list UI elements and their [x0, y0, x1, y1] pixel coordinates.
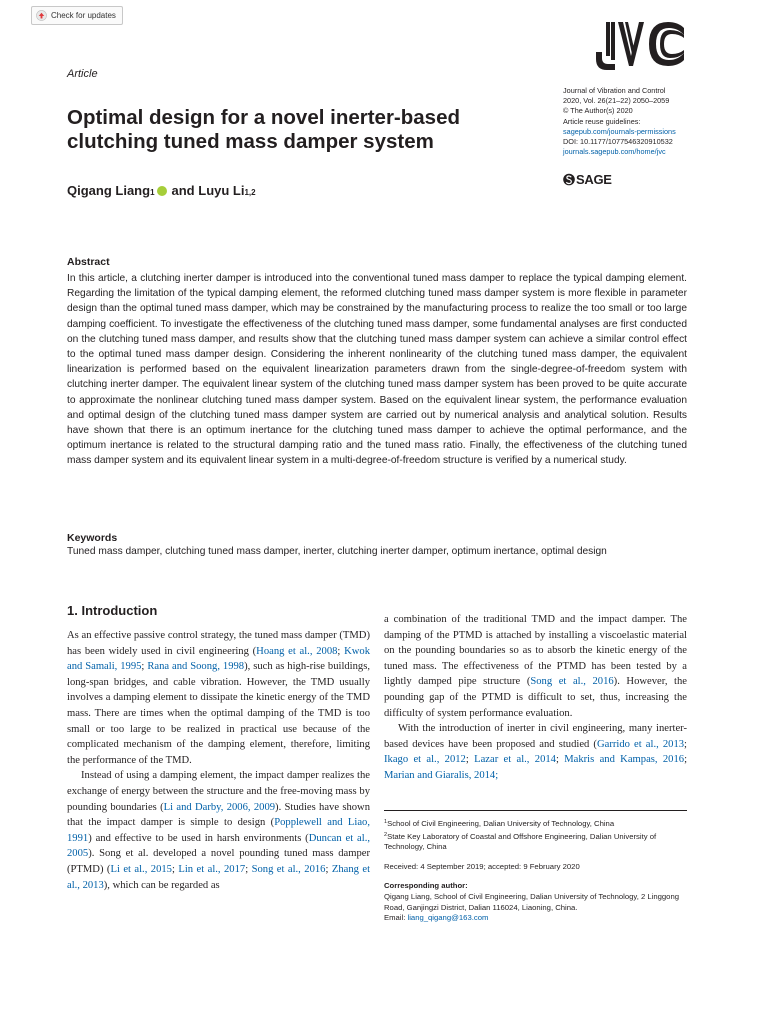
article-type-label: Article	[67, 68, 98, 80]
sage-logo	[563, 172, 612, 187]
body-paragraph: With the introduction of inerter in civil engineering, many inerter-based devices have been proposed and studied (Garrido et al., 2013; Ikago et al., 2012; Lazar et al., 2014; Makris and Kampas, 2016; Marian and Giaralis, 2014;	[384, 723, 688, 781]
copyright-line: © The Author(s) 2020	[563, 106, 633, 116]
journal-info	[563, 86, 723, 157]
body-paragraph: As an effective passive control strategy, the tuned mass damper (TMD) has been widely used in civil engineering (Hoang et al., 2008; Kwok and Samali, 1995; Rana and Soong, 1998), such as high-rise buildings, long-span bridges, and cable vibration. However, the TMD usually involves a damping element to dissipate the kinetic energy of the TMD mass. There are times when the optimal damping of the TMD is too small or too large to be realized in practical use because of the complicated mechanism of the damping element, therefore, limiting the performance of the TMD.	[67, 630, 371, 766]
citation-link[interactable]: Garrido et al., 2013	[596, 738, 685, 750]
paper-title: Optimal design for a novel inerter-based clutching tuned mass damper system	[67, 106, 461, 153]
sage-s-icon	[563, 173, 575, 186]
author-name: Luyu Li	[198, 183, 245, 198]
check-updates-icon	[36, 10, 47, 21]
body-column-left	[67, 628, 370, 893]
citation-link[interactable]: Lin et al., 2017	[178, 863, 246, 875]
citation-link[interactable]: Popplewell and Liao, 1991	[67, 817, 370, 844]
citation-link[interactable]: Song et al., 2016	[530, 676, 614, 688]
citation-link[interactable]: Duncan et al., 2005	[67, 832, 370, 860]
abstract-heading: Abstract	[67, 256, 110, 268]
citation-link[interactable]: Li et al., 2015	[110, 863, 172, 875]
author-affiliation-mark: 1,2	[244, 188, 256, 197]
affiliation-note: $^1$School of Civil Engineering, Dalian University of Technology, China	[384, 819, 615, 828]
affiliation-note: $^2$State Key Laboratory of Coastal and Offshore Engineering, Dalian University of Technology, China	[384, 831, 657, 852]
citation-link[interactable]: Kwok and Samali, 1995	[67, 645, 371, 673]
journal-logo	[594, 22, 686, 72]
journal-name: Journal of Vibration and Control	[563, 86, 666, 95]
permissions-link[interactable]: sagepub.com/journals-permissions	[563, 126, 676, 136]
section-heading: 1. Introduction	[67, 603, 158, 618]
footnote-divider	[384, 810, 687, 811]
corresponding-author-details: Qigang Liang, School of Civil Engineering, Dalian University of Technology, 2 Linggong Road, Ganjingzi District, Dalian 116024, Liaoning, China.	[384, 891, 680, 912]
body-paragraph: Instead of using a damping element, the impact damper realizes the exchange of energy between the structure and the free-moving mass by pounding boundaries (Li and Darby, 2006, 2009). Studies have shown that the impact damper is simple to design (Popplewell and Liao, 1991) and effective to be used in harsh environments (Duncan et al., 2005). Song et al. developed a novel pounding tuned mass damper (PTMD) (Li et al., 2015; Lin et al., 2017; Song et al., 2016; Zhang et al., 2013), which can be regarded as	[67, 770, 371, 891]
citation-link[interactable]: Marian and Giaralis, 2014	[384, 769, 496, 781]
corresponding-author-heading: Corresponding author:	[384, 881, 468, 891]
check-for-updates-button[interactable]	[31, 6, 123, 25]
body-column-right	[384, 612, 687, 784]
citation-link[interactable]: Song et al., 2016	[251, 863, 326, 875]
citation-link[interactable]: Hoang et al., 2008	[256, 645, 338, 657]
body-paragraph: a combination of the traditional TMD and the impact damper. The damping of the PTMD is attached by installing a viscoelastic material on the pounding boundaries so as to absorb the kinetic energy of the tuned mass. The effectiveness of the PTMD has been tested by a lightly damped pipe structure (Song et al., 2016). However, the pounding gap of the PTMD is difficult to set, thus, increasing the difficulty of system performance evaluation.	[384, 614, 688, 719]
keywords-text: Tuned mass damper, clutching tuned mass damper, inerter, clutching inerter damper, optimum inertance, optimal design	[67, 546, 607, 557]
author-affiliation-mark: 1	[150, 188, 155, 197]
journal-home-link[interactable]: journals.sagepub.com/home/jvc	[563, 147, 666, 157]
citation-link[interactable]: Ikago et al., 2012	[384, 754, 466, 766]
corresponding-email: Email: liang_qigang@163.com	[384, 913, 489, 923]
citation-link[interactable]: Makris and Kampas, 2016	[564, 754, 685, 766]
citation-link[interactable]: Zhang et al., 2013	[67, 863, 371, 891]
author-list	[67, 183, 256, 198]
orcid-icon[interactable]	[157, 186, 167, 196]
sage-logo-text: SAGE	[576, 172, 612, 187]
doi-line: DOI: 10.1177/1077546320910532	[563, 137, 673, 147]
email-link[interactable]: liang_qigang@163.com	[407, 913, 489, 923]
reuse-guidelines-label: Article reuse guidelines:	[563, 116, 641, 126]
citation-link[interactable]: Li and Darby, 2006, 2009	[163, 801, 276, 813]
author-connector: and	[171, 183, 195, 198]
footnotes	[384, 817, 694, 924]
check-updates-label: Check for updates	[51, 11, 116, 20]
keywords-heading: Keywords	[67, 532, 118, 544]
author-name: Qigang Liang	[67, 183, 151, 198]
journal-volume: 2020, Vol. 26(21–22) 2050–2059	[563, 96, 670, 106]
received-dates: Received: 4 September 2019; accepted: 9 February 2020	[384, 861, 580, 871]
citation-link[interactable]: Lazar et al., 2014	[474, 754, 556, 766]
citation-link[interactable]: Rana and Soong, 1998	[147, 661, 245, 673]
abstract-text: In this article, a clutching inerter damper is introduced into the conventional tuned mass damper to replace the typical damping element. Regarding the limitation of the typical damping element, the reformed clutching tuned mass damper system is more flexible in parameter design than the optimal tuned mass damper, which may be constrained by the manufacturing process to realize the too small or too large damping coefficient. To investigate the effectiveness of the clutching tuned mass damper, some fundamental analyses are first conducted on the clutching tuned mass damper, and results show that the clutching tuned mass damper system can achieve a similar control effect to the optimal tuned mass damper design. Considering the inherent nonlinearity of the clutching tuned mass damper, the equivalent linearization is performed based on the equivalent linearization parameters drawn from the single-degree-of-freedom system with clutching inerter damper. The equivalent linear system of the clutching tuned mass damper system has been proved to be quite accurate to approximate the nonlinear clutching tuned mass damper system. Based on the equivalent linear system, the performance evaluation and optimal design of the clutching tuned mass damper system are carried out by numerical analysis and analytical solution. Results have shown that there is an optimum inertance for the clutching tuned mass damper to achieve the optimal performance, and the optimum inertance is related to the structural damping ratio and the tuned mass ratio. Finally, the effectiveness of the clutching tuned mass damper system and its equivalent linear system in a multi-degree-of-freedom structure is verified by a numerical study.	[67, 273, 687, 467]
